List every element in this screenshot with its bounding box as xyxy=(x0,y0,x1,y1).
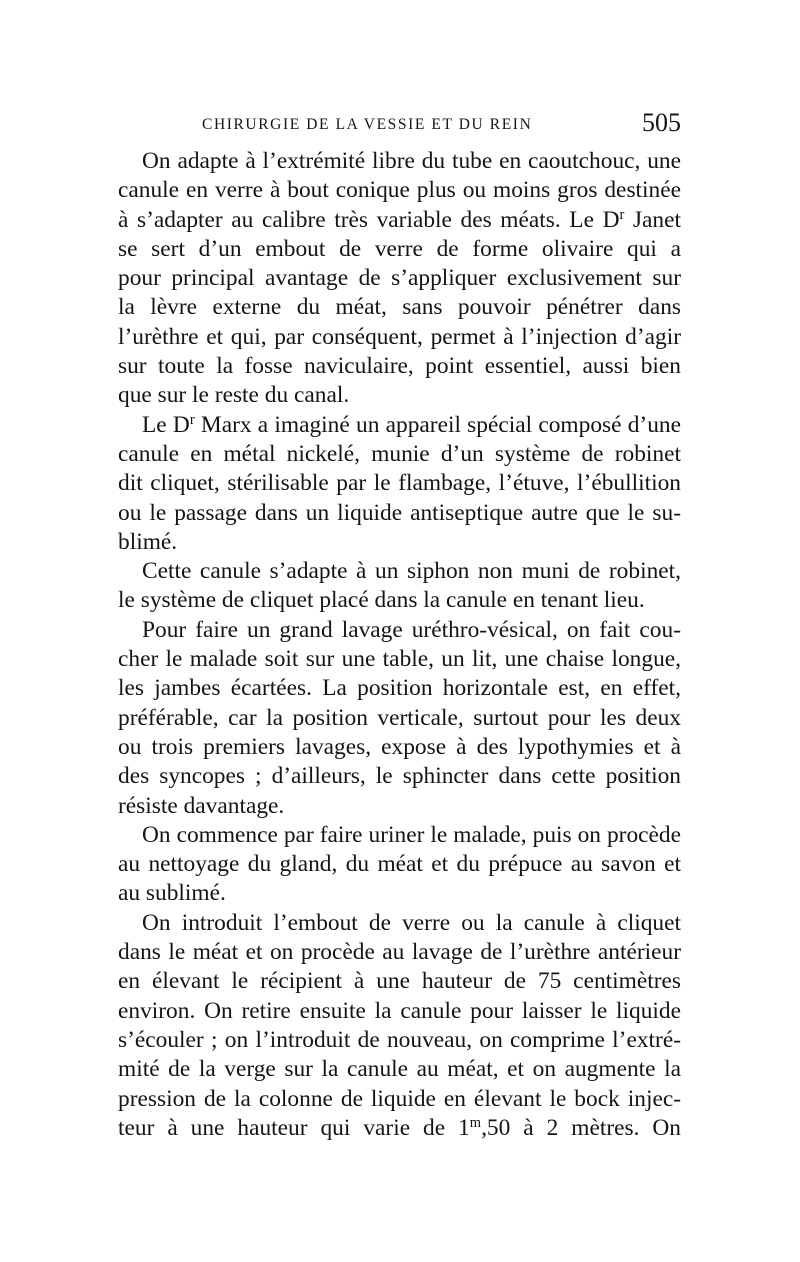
line-text: l’urèthre et qui, par conséquent, permet à l’injection d’agir xyxy=(118,323,681,350)
line-text: sur toute la fosse naviculaire, point essentiel, aussi bien xyxy=(118,353,681,380)
text-line xyxy=(118,909,681,938)
line-text: blimé. xyxy=(118,528,178,555)
text-line xyxy=(118,879,681,908)
line-text: mité de la verge sur la canule au méat, et on augmente la xyxy=(118,1056,681,1083)
text-line xyxy=(118,440,681,469)
line-text: des syncopes ; d’ailleurs, le sphincter dans cette position xyxy=(118,763,681,790)
line-text: dit cliquet, stérilisable par le flambage, l’étuve, l’ébullition xyxy=(118,470,681,497)
line-text: environ. On retire ensuite la canule pour laisser le liquide xyxy=(118,997,681,1024)
text-line xyxy=(118,645,681,674)
text-line xyxy=(118,235,681,264)
text-line xyxy=(118,176,681,205)
text-line xyxy=(118,206,681,235)
line-text: ou trois premiers lavages, expose à des lypothymies et à xyxy=(118,733,681,760)
text-line xyxy=(118,997,681,1026)
text-line xyxy=(118,528,681,557)
line-text: On introduit l’embout de verre ou la canule à cliquet xyxy=(142,909,681,936)
line-text: résiste davantage. xyxy=(118,792,285,819)
text-line xyxy=(118,557,681,586)
text-line xyxy=(118,1026,681,1055)
line-text: se sert d’un embout de verre de forme olivaire qui a xyxy=(118,235,681,262)
text-line xyxy=(118,704,681,733)
superscript: m xyxy=(469,1114,482,1131)
running-title: CHIRURGIE DE LA VESSIE ET DU REIN xyxy=(202,116,533,133)
text-line xyxy=(118,1055,681,1084)
running-head xyxy=(118,104,681,144)
line-text: canule en verre à bout conique plus ou moins gros destinée xyxy=(118,177,681,204)
line-text: préférable, car la position verticale, surtout pour les deux xyxy=(118,704,681,731)
text-line xyxy=(118,411,681,440)
text-line xyxy=(118,674,681,703)
superscript: r xyxy=(189,411,195,428)
line-text: dans le méat et on procède au lavage de l’urèthre antérieur xyxy=(118,939,681,966)
line-text: canule en métal nickelé, munie d’un système de robinet xyxy=(118,440,681,467)
line-text: que sur le reste du canal. xyxy=(118,382,350,409)
text-line xyxy=(118,1114,681,1143)
text-line xyxy=(118,850,681,879)
text-line xyxy=(118,586,681,615)
line-text: s’écouler ; on l’introduit de nouveau, on comprime l’extré- xyxy=(118,1026,681,1053)
line-text: Le D xyxy=(142,411,190,438)
line-text: teur à une hauteur qui varie de 1 xyxy=(118,1114,470,1141)
text-line xyxy=(118,323,681,352)
text-line xyxy=(118,499,681,528)
text-line xyxy=(118,967,681,996)
line-text: Cette canule s’adapte à un siphon non muni de robinet, xyxy=(142,558,681,585)
text-line xyxy=(118,616,681,645)
text-line xyxy=(118,381,681,410)
line-text: en élevant le récipient à une hauteur de 75 centimètres xyxy=(118,968,681,995)
line-text: à s’adapter au calibre très variable des méats. Le D xyxy=(118,206,620,233)
body-text xyxy=(118,147,681,1143)
text-line xyxy=(118,762,681,791)
text-line xyxy=(118,792,681,821)
line-text: le système de cliquet placé dans la canule en tenant lieu. xyxy=(118,587,645,614)
text-line xyxy=(118,1085,681,1114)
text-line xyxy=(118,938,681,967)
line-text: ou le passage dans un liquide antiseptique autre que le su- xyxy=(118,499,681,526)
text-line xyxy=(118,821,681,850)
line-text: au nettoyage du gland, du méat et du prépuce au savon et xyxy=(118,851,681,878)
line-text: cher le malade soit sur une table, un lit, une chaise longue, xyxy=(118,646,681,673)
text-line xyxy=(118,293,681,322)
line-text: au sublimé. xyxy=(118,880,226,907)
page-number: 505 xyxy=(642,108,681,137)
line-text-continued: ,50 à 2 mètres. On xyxy=(481,1114,681,1141)
superscript: r xyxy=(619,206,625,223)
line-text: la lèvre externe du méat, sans pouvoir pénétrer dans xyxy=(118,294,681,321)
text-line xyxy=(118,733,681,762)
line-text: pression de la colonne de liquide en élevant le bock injec- xyxy=(118,1085,681,1112)
line-text: pour principal avantage de s’appliquer exclusivement sur xyxy=(118,265,681,292)
text-line xyxy=(118,264,681,293)
line-text-continued: Marx a imaginé un appareil spécial composé d’une xyxy=(194,411,681,438)
line-text: Pour faire un grand lavage uréthro-vésical, on fait cou- xyxy=(142,616,681,643)
text-line xyxy=(118,352,681,381)
line-text: On commence par faire uriner le malade, puis on procède xyxy=(142,821,681,848)
text-line xyxy=(118,469,681,498)
line-text: les jambes écartées. La position horizontale est, en effet, xyxy=(118,675,681,702)
text-line xyxy=(118,147,681,176)
line-text: On adapte à l’extrémité libre du tube en caoutchouc, une xyxy=(142,148,681,174)
line-text-continued: Janet xyxy=(624,206,681,233)
